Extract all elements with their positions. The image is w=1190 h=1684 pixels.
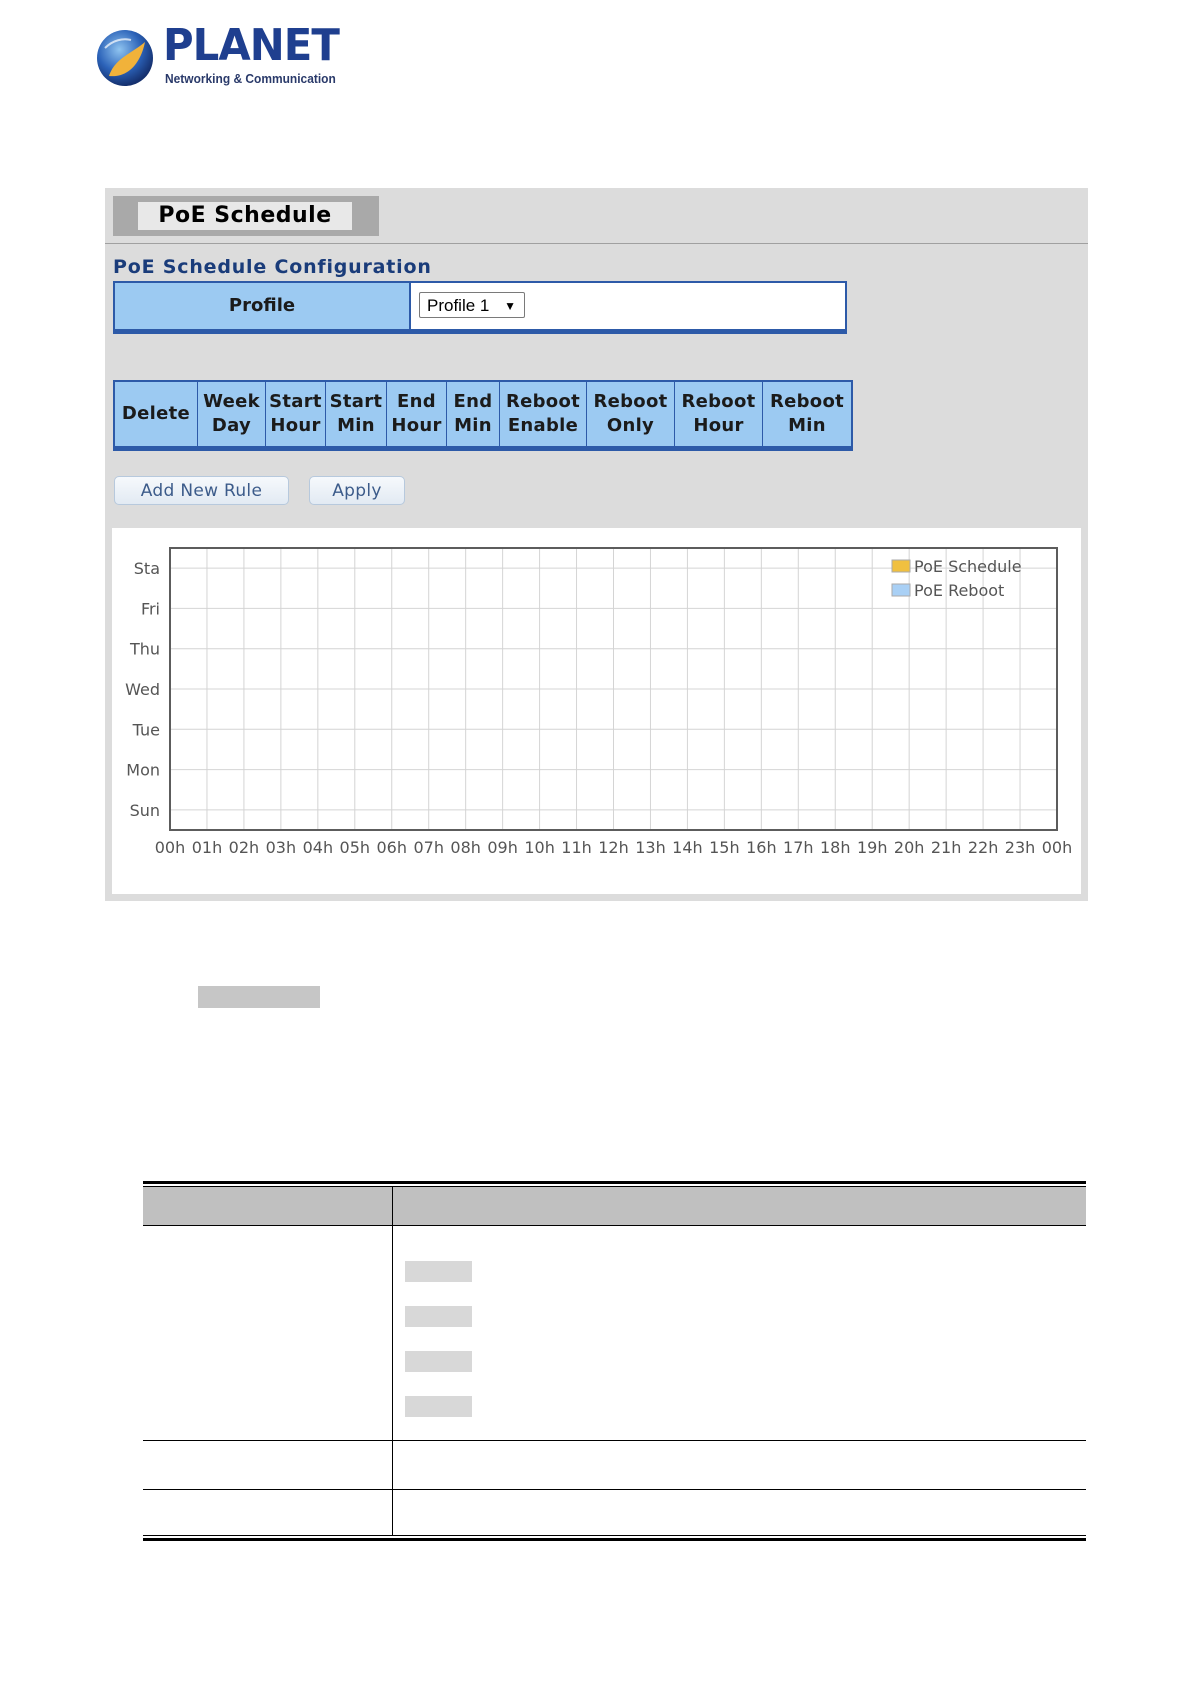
page-tab: [113, 196, 379, 236]
schedule-chart-svg: [112, 528, 1081, 894]
profile-select[interactable]: [419, 292, 525, 318]
header-reboot-hour: Reboot Hour: [675, 382, 763, 446]
y-axis-label: Fri: [140, 599, 160, 619]
table-top-rule: [143, 1181, 1086, 1184]
y-axis-label: Thu: [129, 639, 160, 659]
y-axis-label: Sta: [133, 559, 160, 579]
y-axis-label: Sun: [129, 800, 160, 820]
x-axis-label: 00h: [154, 838, 186, 857]
profile-label: Profile: [115, 283, 411, 329]
header-start-hour: Start Hour: [266, 382, 326, 446]
header-delete: Delete: [115, 382, 198, 446]
table-bottom-rule-thin: [143, 1535, 1086, 1536]
profile-select-value: Profile 1: [427, 296, 490, 315]
x-axis-label: 17h: [783, 838, 814, 857]
header-end-min: End Min: [447, 382, 500, 446]
dropdown-arrow-icon: ▼: [504, 299, 516, 313]
header-start-min: Start Min: [326, 382, 387, 446]
globe-logo-icon: [95, 28, 155, 88]
y-axis-label: Mon: [126, 760, 160, 780]
redacted-heading: [198, 986, 320, 1008]
planet-logo: [95, 20, 355, 94]
add-new-rule-button[interactable]: Add New Rule: [114, 476, 289, 505]
x-axis-label: 01h: [191, 838, 223, 857]
table-header-row: [143, 1187, 1086, 1226]
apply-button[interactable]: Apply: [309, 476, 405, 505]
x-axis-label: 12h: [598, 838, 629, 857]
x-axis-label: 22h: [967, 838, 999, 857]
redacted-item: [405, 1306, 472, 1327]
table-bottom-rule: [143, 1538, 1086, 1541]
y-axis-label: Tue: [132, 720, 160, 740]
legend-swatch: [892, 560, 910, 572]
legend-label: PoE Schedule: [914, 557, 1022, 576]
x-axis-label: 20h: [893, 838, 925, 857]
page-title: PoE Schedule: [138, 202, 352, 230]
header-week-day: Week Day: [198, 382, 266, 446]
table-row-divider: [143, 1440, 1086, 1441]
section-title: PoE Schedule Configuration: [113, 256, 432, 278]
brand-name: PLANET: [163, 20, 339, 71]
redacted-item: [405, 1396, 472, 1417]
legend-swatch: [892, 584, 910, 596]
x-axis-label: 10h: [524, 838, 555, 857]
header-end-hour: End Hour: [387, 382, 447, 446]
table-column-divider: [392, 1187, 393, 1536]
x-axis-label: 18h: [820, 838, 851, 857]
x-axis-label: 13h: [635, 838, 666, 857]
header-reboot-min: Reboot Min: [769, 391, 845, 436]
x-axis-label: 19h: [856, 838, 888, 857]
table-row-divider: [143, 1489, 1086, 1490]
title-divider: [105, 243, 1088, 244]
x-axis-label: 14h: [672, 838, 703, 857]
x-axis-label: 03h: [265, 838, 297, 857]
profile-table: [113, 281, 847, 334]
y-axis-label: Wed: [125, 680, 160, 699]
header-reboot-enable: Reboot Enable: [500, 382, 587, 446]
x-axis-label: 04h: [302, 838, 334, 857]
header-reboot-only: Reboot Only: [587, 382, 675, 446]
x-axis-label: 00h: [1041, 838, 1073, 857]
x-axis-label: 05h: [339, 838, 371, 857]
x-axis-label: 02h: [228, 838, 260, 857]
redacted-item: [405, 1351, 472, 1372]
x-axis-label: 23h: [1004, 838, 1036, 857]
x-axis-label: 09h: [487, 838, 518, 857]
x-axis-label: 06h: [376, 838, 407, 857]
x-axis-label: 15h: [709, 838, 740, 857]
legend-label: PoE Reboot: [914, 581, 1005, 600]
rules-header-table: [113, 380, 853, 451]
x-axis-label: 16h: [746, 838, 777, 857]
brand-tagline: Networking & Communication: [165, 71, 336, 86]
x-axis-label: 08h: [450, 838, 481, 857]
poe-schedule-panel: [105, 188, 1088, 901]
x-axis-label: 07h: [413, 838, 444, 857]
x-axis-label: 21h: [930, 838, 962, 857]
schedule-chart: [112, 528, 1081, 894]
x-axis-label: 11h: [561, 838, 592, 857]
redacted-item: [405, 1261, 472, 1282]
profile-cell: [411, 283, 845, 329]
